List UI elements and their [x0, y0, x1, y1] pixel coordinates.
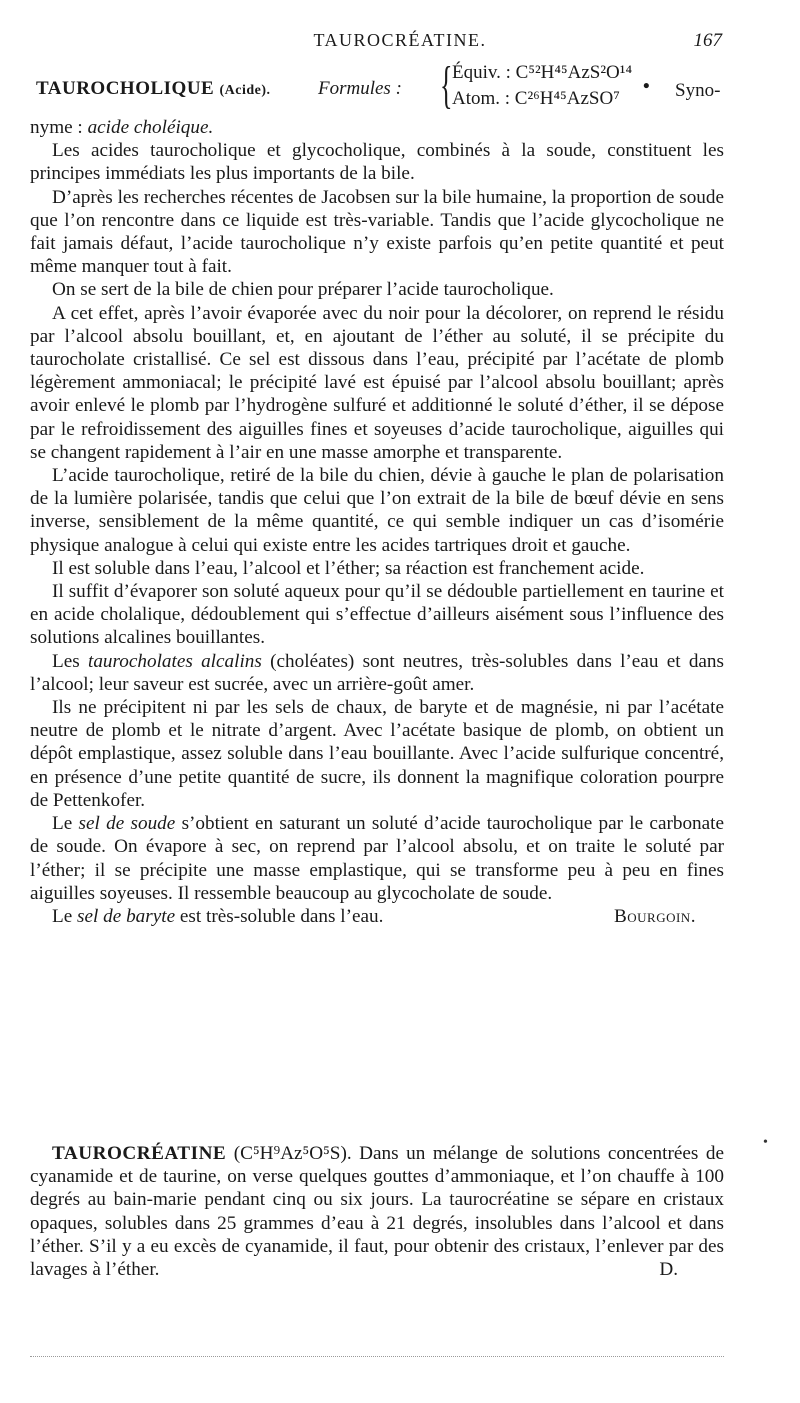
running-head: [0, 30, 800, 56]
paragraph-taurocreatine: [30, 1142, 724, 1281]
p10-term: sel de soude: [78, 813, 176, 835]
bullet-icon: •: [643, 76, 650, 97]
formula-equiv: Équiv. : C⁵²H⁴⁵AzS²O¹⁴: [452, 62, 633, 83]
paragraph-3: On se sert de la bile de chien pour préparer l’acide taurocholique.: [52, 279, 554, 301]
paragraph-7: Il suffit d’évaporer son soluté aqueux pour qu’il se dédouble partiellement en taurine et en acide cholalique, dédoublement qui s’effectue d’ailleurs aisément sous l’influence des solutions alcalines bouillantes.: [30, 581, 724, 649]
acide-label: (Acide).: [219, 83, 271, 98]
p8-term: taurocholates alcalins: [88, 650, 262, 672]
headword-taurocholique: [36, 78, 271, 100]
running-title: TAUROCRÉATINE.: [313, 30, 487, 50]
synonym-start: Syno-: [675, 80, 721, 101]
formula-atom: Atom. : C²⁶H⁴⁵AzSO⁷: [452, 88, 620, 109]
synonym-value: acide choléique.: [87, 117, 214, 138]
paragraph-1: Les acides taurocholique et glycocholique, combinés à la soude, constituent les principes immédiats les plus importants de la bile.: [30, 140, 724, 185]
entry-body-taurocreatine: [30, 1142, 724, 1281]
paragraph-5: L’acide taurocholique, retiré de la bile du chien, dévie à gauche le plan de polarisation de la lumière polarisée, tandis que celui que l’on extrait de la bile de bœuf dévie en sens inverse, sensiblement de la même quantité, ce qui semble indiquer un cas d’isomérie physique analogue à celui qui existe entre les acides tartriques droit et gauche.: [30, 465, 724, 556]
paragraph-9: Ils ne précipitent ni par les sels de chaux, de baryte et de magnésie, ni par l’acétate neutre de plomb et le nitrate d’argent. Avec l’acétate basique de plomb, on obtient un dépôt emplastique, assez soluble dans l’eau bouillante. Avec l’acide sulfurique concentré, en présence d’une petite quantité de sucre, ils donnent la magnifique coloration pourpre de Pettenkofer.: [30, 697, 724, 811]
p8-rest: (choléates) sont neutres, très-solubles dans l’eau et dans l’alcool; leur saveur est sucrée, avec un arrière-goût amer.: [30, 650, 724, 695]
synonym-label: nyme :: [30, 117, 88, 138]
headword-taurocreatine: TAUROCRÉATINE: [52, 1143, 227, 1164]
bottom-dotted-rule: [30, 1356, 724, 1359]
brace-icon: {: [440, 57, 453, 114]
formula-taurocreatine: (C⁵H⁹Az⁵O⁵S).: [233, 1143, 352, 1164]
page-number: 167: [693, 30, 722, 51]
p10-start: Le: [52, 813, 79, 835]
entry-body-taurocholique: [30, 116, 724, 928]
synonym-line: [30, 116, 724, 139]
p10-rest: s’obtient en saturant un soluté d’acide taurocholique par le carbonate de soude. On évapore à sec, on reprend par l’alcool absolu, et on traite le soluté par l’éther; il se précipite une masse emplastique, qui se transforme peu à peu en fines aiguilles soyeuses. Il ressemble beaucoup au glycocholate de soude.: [30, 813, 724, 904]
paragraph-10: [30, 812, 724, 905]
p11-term: sel de baryte: [77, 905, 176, 927]
paragraph-6: Il est soluble dans l’eau, l’alcool et l’éther; sa réaction est franchement acide.: [52, 557, 645, 579]
entry-heading: [30, 57, 730, 118]
bullet-icon: •: [763, 1135, 768, 1150]
formules-label: Formules :: [318, 78, 402, 99]
paragraph-4: A cet effet, après l’avoir évaporée avec du noir pour la décolorer, on reprend le résidu par l’alcool absolu bouillant, et, en ajoutant de l’éther au soluté, il se précipite du taurocholate cristallisé. Ce sel est dissous dans l’eau, précipité par l’acétate de plomb légèrement ammoniacal; le précipité lavé est épuisé par l’alcool absolu bouillant; après avoir enlevé le plomb par l’hydrogène sulfuré et additionné le soluté d’éther, il se dépose par le refroidissement des aiguilles fines et soyeuses d’acide taurocholique, aiguilles qui se changent rapidement à l’air en une masse amorphe et transparente.: [30, 302, 724, 463]
paragraph-11: [30, 905, 724, 928]
paragraph-8: [30, 650, 724, 696]
paragraph-2: D’après les recherches récentes de Jacobsen sur la bile humaine, la proportion de soude que l’on rencontre dans ce liquide est très-variable. Tandis que l’acide glycocholique ne fait jamais défaut, l’acide taurocholique n’y existe parfois qu’en petite quantité et peut même manquer tout à fait.: [30, 186, 724, 278]
p11-start: Le: [52, 905, 78, 927]
p8-start: Les: [52, 650, 88, 672]
headword-text: TAUROCHOLIQUE: [36, 78, 215, 99]
taurocreatine-text: Dans un mélange de solutions concentrées de cyanamide et de taurine, on verse quelques gouttes d’ammoniaque, et l’on chauffe à 100 degrés au bain-marie pendant cinq ou six jours. La taurocréatine se sépare en cristaux opaques, solubles dans 25 grammes d’eau à 21 degrés, insolubles dans l’alcool et dans l’éther. S’il y a eu excès de cyanamide, il faut, pour obtenir des cristaux, l’enlever par des lavages à l’éther.: [30, 1143, 725, 1281]
author-signature: Bourgoin.: [613, 905, 696, 927]
p11-rest: est très-soluble dans l’eau.: [175, 905, 384, 927]
author-signature-d: D.: [659, 1259, 678, 1281]
